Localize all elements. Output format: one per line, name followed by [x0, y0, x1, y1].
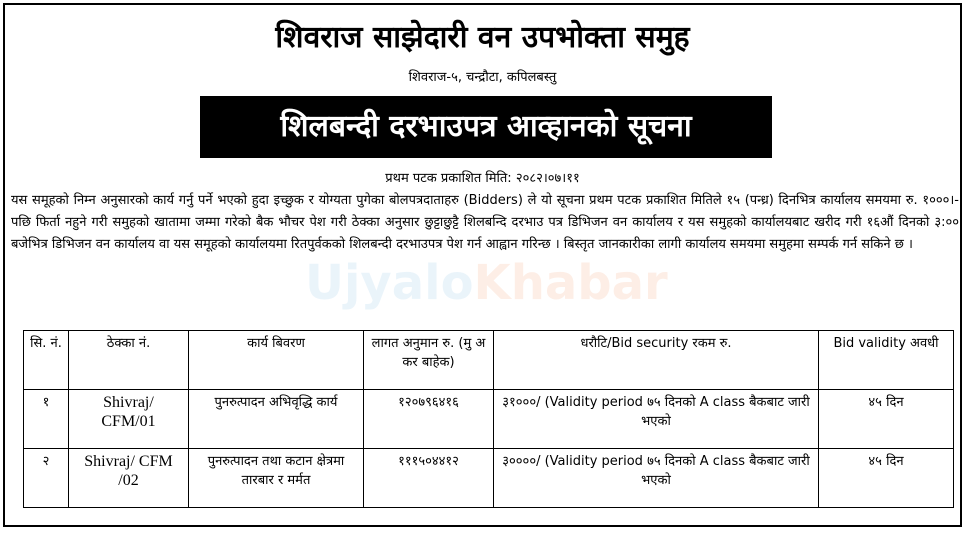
cell-contract-no: Shivraj/ CFM/01 — [69, 390, 189, 449]
tender-table — [23, 330, 954, 508]
cell-work-description: पुनरुत्पादन अभिवृद्धि कार्य — [189, 390, 364, 449]
notice-title-banner: शिलबन्दी दरभाउपत्र आव्हानको सूचना — [200, 96, 772, 158]
cell-cost-estimate: १११५०४४१२ — [364, 449, 494, 508]
table-row — [24, 449, 954, 508]
organization-title: शिवराज साझेदारी वन उपभोक्ता समुह — [275, 20, 690, 55]
header-bid-validity: Bid validity अवधी — [819, 331, 954, 390]
header-bid-security: धरौटि/Bid security रकम रु. — [494, 331, 819, 390]
cell-bid-validity: ४५ दिन — [819, 390, 954, 449]
table-header-row — [24, 331, 954, 390]
cell-bid-security: ३००००/ (Validity period ७५ दिनको A class बैकबाट जारी भएको — [494, 449, 819, 508]
watermark-accent: Khabar — [473, 255, 668, 311]
publish-date: प्रथम पटक प्रकाशित मिति: २०८२।०७।११ — [385, 171, 580, 186]
notice-frame — [3, 3, 962, 527]
organization-address: शिवराज-५, चन्द्रौटा, कपिलबस्तु — [408, 70, 557, 85]
header-work-description: कार्य बिवरण — [189, 331, 364, 390]
cell-bid-validity: ४५ दिन — [819, 449, 954, 508]
cell-work-description: पुनरुत्पादन तथा कटान क्षेत्रमा तारबार र मर्मत — [189, 449, 364, 508]
header-contract-no: ठेक्का नं. — [69, 331, 189, 390]
cell-contract-no: Shivraj/ CFM /02 — [69, 449, 189, 508]
cell-cost-estimate: १२०७९६४१६ — [364, 390, 494, 449]
notice-body-paragraph: यस समूहको निम्न अनुसारको कार्य गर्नु पर्ने भएको हुदा इच्छुक र योग्यता पुगेका बोलपत्रदाताहरु (Bidders) ले यो सूचना प्रथम पटक प्रकाशित मितिले १५ (पन्ध्र) दिनभित्र कार्यालय समयमा रु. १०००।- पछि फिर्ता नहुने गरी समुहको खातामा जम्मा गरेको बैक भौचर पेश गरी ठेक्का अनुसार छुट्टाछुट्टै शिलबन्दि दरभाउ पत्र डिभिजन वन कार्यालय र यस समुहको कार्यालयबाट खरीद गरी १६औं दिनको ३:०० बजेभित्र डिभिजन वन कार्यालय वा यस समूहको कार्यालयमा रितपुर्वकको शिलबन्दी दरभाउपत्र पेश गर्न आह्वान गरिन्छ । बिस्तृत जानकारीका लागी कार्यालय समयमा समुहमा सम्पर्क गर्न सकिने छ । — [11, 193, 959, 252]
table-row — [24, 390, 954, 449]
cell-sn: १ — [24, 390, 69, 449]
watermark-main: Ujyalo — [305, 255, 474, 311]
cell-bid-security: ३१०००/ (Validity period ७५ दिनको A class बैकबाट जारी भएको — [494, 390, 819, 449]
watermark-logo — [305, 255, 668, 311]
cell-sn: २ — [24, 449, 69, 508]
header-cost-estimate: लागत अनुमान रु. (मु अ कर बाहेक) — [364, 331, 494, 390]
header-sn: सि. नं. — [24, 331, 69, 390]
